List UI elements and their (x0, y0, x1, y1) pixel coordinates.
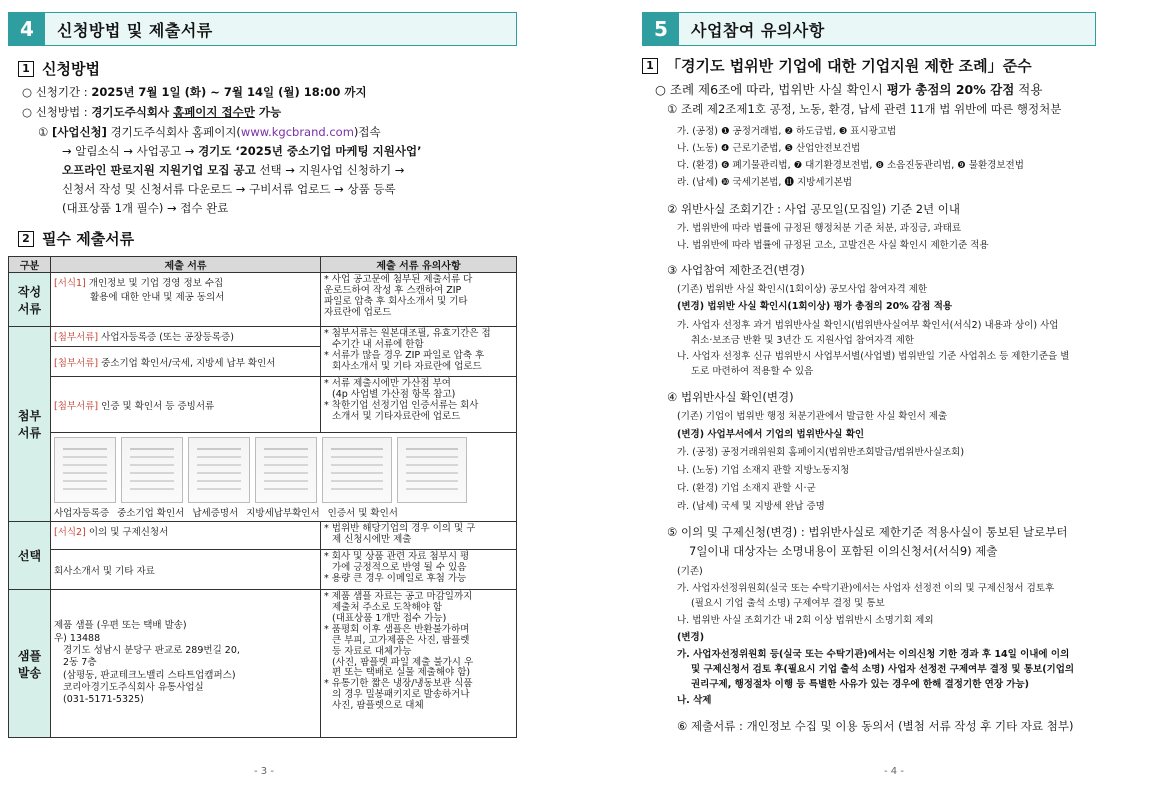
form-tag: [서식1] (54, 278, 86, 289)
item-3-new: (변경) 법위반 사실 확인시(1회이상) 평가 총점의 20% 감점 적용 (677, 301, 953, 312)
category-cell (9, 327, 51, 522)
note-line: 가에 긍정적으로 반영 될 수 있음 (332, 561, 467, 573)
note-line: (사진, 팜플렛 파일 제출 불가시 우 (332, 656, 474, 668)
table-row (9, 377, 517, 433)
heading-number: 2 (18, 231, 34, 247)
item-5-new-a-cont2: 권리구제, 행정절차 이행 등 특별한 사유가 있는 경우에 한해 결정기한 연장 가능) (691, 679, 1029, 690)
note-line: * 사업 공고문에 첨부된 제출서류 다 (324, 274, 473, 285)
address-line: 제품 샘플 (우편 또는 택배 발송) (54, 620, 187, 632)
form-tag: [첨부서류] (54, 400, 99, 412)
step-text: 경기도주식회사 홈페이지( (106, 125, 241, 139)
col-header-notes: 제출 서류 유의사항 (321, 257, 517, 273)
note-line: * 제품 샘플 자료는 공고 마감일까지 (324, 591, 473, 602)
step-line-1 (38, 124, 381, 140)
col-header-category: 구분 (9, 257, 51, 273)
note-line: (대표상품 1개만 접수 가능) (332, 612, 447, 624)
notes-cell (321, 550, 517, 590)
item-1-a: 가. (공정) ❶ 공정거래법, ❷ 하도급법, ❸ 표시광고법 (677, 126, 897, 137)
address-line: 코리아경기도주식회사 유통사업실 (54, 682, 204, 694)
category-label: 샘플 발송 (17, 648, 42, 680)
col-header-document: 제출 서류 (51, 257, 321, 273)
table-row (9, 433, 517, 522)
heading-ordinance-compliance (642, 55, 1032, 76)
method-value: 경기도주식회사 (91, 105, 174, 119)
note-line: 자료란에 업로드 (324, 306, 392, 318)
step-number: ① (38, 125, 52, 139)
note-line: 사진, 팜플렛으로 대체 (332, 700, 424, 712)
item-2: ② 위반사실 조회기간 : 사업 공모일(모집일) 기준 2년 이내 (667, 202, 961, 216)
note-line: 소개서 및 기타자료란에 업로드 (332, 410, 461, 422)
document-cell: 회사소개서 및 기타 자료 (51, 550, 321, 590)
document-thumbnails (54, 437, 513, 503)
item-3-a: 가. 사업자 선정후 과거 법위반사실 확인시(법위반사실여부 확인서(서식2) 내용과 상이) 사업 (677, 320, 1059, 331)
thumbnail-caption: 중소기업 확인서 (117, 508, 185, 519)
notice-title-cont: 오프라인 판로지원 지원기업 모집 공고 (62, 163, 256, 177)
note-line: * 회사 및 상품 관련 자료 첨부시 평 (324, 551, 470, 562)
address-line: 우) 13488 (54, 632, 101, 644)
item-4-c: 다. (환경) 기업 소재지 관할 시·군 (677, 483, 816, 494)
document-name: 인증 및 확인서 등 증빙서류 (98, 400, 215, 412)
note-line: 제출처 주소로 도착해야 함 (332, 601, 443, 613)
period-value: 2025년 7월 1일 (화) ~ 7월 14일 (월) 18:00 까지 (91, 85, 367, 99)
note-line: * 첨부서류는 원본대조필, 유효기간은 접 (324, 328, 491, 339)
notes-cell (321, 327, 517, 377)
document-name: 사업자등록증 (또는 공장등록증) (98, 332, 234, 343)
notice-title: 경기도 ‘2025년 중소기업 마케팅 지원사업’ (198, 144, 422, 158)
note-line: 편 또는 택배로 실물 제출해야 함) (332, 667, 471, 679)
note-line: * 서류 제출시에만 가산점 부여 (324, 378, 451, 389)
section-number: 5 (643, 13, 679, 45)
item-1: ① 조례 제2조제1호 공정, 노동, 환경, 납세 관련 11개 법 위반에 따른 행정처분 (667, 102, 1062, 116)
note-line: * 법위반 해당기업의 경우 이의 및 구 (324, 523, 476, 534)
note-line: (4p 사업별 가산점 항목 참고) (332, 388, 456, 400)
thumbnail-caption: 인증서 및 확인서 (327, 508, 398, 519)
heading-label: 필수 제출서류 (42, 230, 135, 248)
section-header-4 (8, 12, 517, 46)
item-4-new: (변경) 사업부서에서 기업의 법위반사실 확인 (677, 429, 865, 440)
step-line-3 (62, 162, 404, 178)
category-cell (9, 590, 51, 738)
certification-thumbnail-2 (397, 437, 467, 503)
note-line: 회사소개서 및 기타 자료란에 업로드 (332, 360, 482, 372)
application-period (22, 84, 367, 100)
local-tax-thumbnail (255, 437, 317, 503)
item-2-a: 가. 법위반에 따라 법률에 규정된 행정처분 기준 처분, 과징금, 과태료 (677, 223, 962, 234)
address-line: (삼평동, 판교테크노밸리 스타트업캠퍼스) (54, 669, 236, 681)
item-4-old: (기존) 기업이 법위반 행정 처분기관에서 발급한 사실 확인서 제출 (677, 411, 948, 422)
item-5-a-cont: (필요시 기업 출석 소명) 구제여부 결정 및 통보 (691, 598, 885, 609)
method-value-underlined: 홈페이지 접수만 (173, 105, 255, 119)
document-cell (51, 347, 321, 377)
item-4-d: 라. (납세) 국세 및 지방세 완납 증명 (677, 501, 825, 512)
item-2-b: 나. 법위반에 따라 법률에 규정된 고소, 고발건은 사실 확인시 제한기준 적용 (677, 240, 989, 251)
section-header-5 (642, 12, 1096, 46)
note-line: 파일로 압축 후 회사소개서 및 기타 (324, 295, 468, 307)
notes-cell (321, 377, 517, 433)
thumbnail-caption: 지방세납부확인서 (246, 508, 320, 519)
notes-cell (321, 522, 517, 550)
document-cell (51, 327, 321, 347)
item-5-new: (변경) (677, 632, 705, 643)
table-row (9, 590, 517, 738)
sample-shipping-address (51, 590, 321, 738)
note-line: 운로드하여 작성 후 스캔하여 ZIP (324, 284, 462, 296)
heading-number: 1 (18, 61, 34, 77)
heading-label: 「경기도 법위반 기업에 대한 기업지원 제한 조례」준수 (666, 57, 1032, 75)
item-3-old: (기존) 법위반 사실 확인시(1회이상) 공모사업 참여자격 제한 (677, 284, 928, 295)
notes-cell (321, 273, 517, 327)
note-line: 의 경우 밀봉패키지로 발송하거나 (332, 689, 470, 701)
item-5-new-b: 나. 삭제 (677, 695, 712, 706)
document-name: 개인정보 및 기업 경영 정보 수집 (85, 278, 224, 289)
item-5-old: (기존) (677, 566, 703, 577)
intro-highlight: 평가 총점의 20% 감점 (886, 82, 1015, 97)
item-1-b: 나. (노동) ❹ 근로기준법, ❺ 산업안전보건법 (677, 143, 861, 154)
document-cell (51, 522, 321, 550)
item-1-c: 다. (환경) ❻ 폐기물관리법, ❼ 대기환경보전법, ❽ 소음진동관리법, ❾ 물환경보전법 (677, 160, 1024, 171)
section-title: 사업참여 유의사항 (679, 13, 1095, 45)
item-5-cont: 7일이내 대상자는 소명내용이 포함된 이의신청서(서식9) 제출 (689, 544, 998, 558)
tax-payment-thumbnail (188, 437, 250, 503)
item-4-b: 나. (노동) 기업 소재지 관할 지방노동지청 (677, 465, 850, 476)
table-row (9, 550, 517, 590)
form-tag: [서식2] (54, 527, 86, 538)
item-5: ⑤ 이의 및 구제신청(변경) : 법위반사실로 제한기준 적용사실이 통보된 날로부터 (667, 525, 1068, 539)
period-label: ○ 신청기간 : (22, 85, 92, 99)
document-samples-cell (51, 433, 517, 522)
intro-text: ○ 조례 제6조에 따라, 법위반 사실 확인시 (655, 82, 887, 97)
item-5-new-a-cont: 및 구제신청서 검토 후(필요시 기업 출석 소명) 사업자 선정전 구제여부 결정 및 통보(기업의 (691, 664, 1075, 675)
heading-required-documents (18, 228, 134, 249)
table-row (9, 522, 517, 550)
heading-label: 신청방법 (42, 60, 100, 78)
item-3-b: 나. 사업자 선정후 신규 법위반시 사업부서별(사업별) 법위반일 기준 사업취소 등 제한기준을 별 (677, 351, 1070, 362)
step-tag: [사업신청] (51, 125, 107, 139)
note-line: 제 신청시에만 제출 (332, 533, 412, 545)
category-label: 작성 서류 (17, 284, 42, 316)
table-header-row (9, 257, 517, 273)
intro-text-tail: 적용 (1014, 82, 1043, 97)
table-row (9, 273, 517, 327)
note-line: 수기간 내 서류에 한함 (332, 338, 424, 350)
document-cell (51, 377, 321, 433)
ordinance-intro (655, 80, 1042, 98)
item-5-a: 가. 사업자선정위원회(실국 또는 수탁기관)에서는 사업자 선정전 이의 및 구제신청서 검토후 (677, 583, 1055, 594)
note-line: * 품평회 이후 샘플은 반환불가하며 (324, 623, 470, 635)
notes-cell (321, 590, 517, 738)
document-name-cont: 활용에 대한 안내 및 제공 동의서 (90, 292, 225, 303)
item-4: ④ 법위반사실 확인(변경) (667, 390, 794, 404)
note-line: * 서류가 많을 경우 ZIP 파일로 압축 후 (324, 349, 485, 361)
category-label: 선택 (17, 549, 42, 563)
page-number: - 3 - (254, 766, 274, 777)
step-line-5: (대표상품 1개 필수) → 접수 완료 (62, 201, 229, 215)
page-number: - 4 - (884, 766, 904, 777)
form-tag: [첨부서류] (54, 332, 99, 343)
heading-number: 1 (642, 58, 658, 74)
note-line: * 유통기한 짧은 냉장/냉동보관 식품 (324, 678, 473, 690)
address-line: 경기도 성남시 분당구 판교로 289번길 20, (54, 644, 240, 656)
heading-application-method (18, 58, 100, 79)
item-3-b-cont: 도로 마련하여 적용할 수 있음 (691, 366, 814, 377)
section-title: 신청방법 및 제출서류 (45, 13, 516, 45)
required-documents-table (8, 256, 517, 738)
form-tag: [첨부서류] (54, 357, 99, 369)
item-1-d: 라. (납세) ❿ 국세기본법, ⓫ 지방세기본법 (677, 177, 853, 188)
item-5-b: 나. 법위반 사실 조회기간 내 2회 이상 법위반시 소명기회 제외 (677, 615, 934, 626)
thumbnail-caption: 납세증명서 (192, 508, 239, 519)
step-line-2 (62, 143, 421, 159)
method-label: ○ 신청방법 : (22, 105, 92, 119)
step-path-cont: 선택 → 지원사업 신청하기 → (255, 163, 405, 177)
category-cell (9, 273, 51, 327)
thumbnail-captions (54, 505, 513, 519)
section-number: 4 (9, 13, 45, 45)
address-line: (031-5171-5325) (54, 694, 144, 706)
category-label: 첨부 서류 (17, 409, 42, 440)
application-method (22, 104, 281, 120)
thumbnail-caption: 사업자등록증 (54, 508, 110, 519)
method-value-tail: 가능 (254, 105, 282, 119)
note-line: 등 자료로 대체가능 (332, 645, 412, 657)
note-line: * 용량 큰 경우 이메일로 후첨 가능 (324, 572, 467, 584)
business-registration-thumbnail (54, 437, 116, 503)
address-line: 2동 7층 (54, 657, 97, 669)
sme-certificate-thumbnail (121, 437, 183, 503)
item-3: ③ 사업참여 제한조건(변경) (667, 263, 805, 277)
table-row (9, 327, 517, 347)
step-line-4: 신청서 작성 및 신청서류 다운로드 → 구비서류 업로드 → 상품 등록 (62, 182, 396, 196)
document-name: 이의 및 구제신청서 (85, 527, 169, 538)
step-text-tail: )접속 (353, 125, 381, 139)
document-name: 중소기업 확인서/국세, 지방세 납부 확인서 (98, 357, 276, 369)
document-cell (51, 273, 321, 327)
item-6: ⑥ 제출서류 : 개인정보 수집 및 이용 동의서 (별첨 서류 작성 후 기타 자료 첨부) (677, 719, 1074, 733)
item-3-a-cont: 취소·보조금 반환 및 3년간 도 지원사업 참여자격 제한 (691, 335, 914, 346)
note-line: * 착한기업 선정기업 인증서류는 회사 (324, 399, 479, 411)
certification-thumbnail (322, 437, 392, 503)
homepage-link[interactable]: www.kgcbrand.com (240, 125, 354, 139)
category-cell (9, 522, 51, 590)
note-line: 큰 부피, 고가제품은 사진, 팜플렛 (332, 634, 470, 646)
item-5-new-a: 가. 사업자선정위원회 등(실국 또는 수탁기관)에서는 이의신청 기한 경과 후 14일 이내에 이의 (677, 649, 1070, 660)
page-4 (579, 0, 1158, 786)
item-4-a: 가. (공정) 공정거래위원회 홈페이지(법위반조회발급/법위반사실조회) (677, 447, 965, 458)
step-path: → 알림소식 → 사업공고 → (62, 144, 199, 158)
